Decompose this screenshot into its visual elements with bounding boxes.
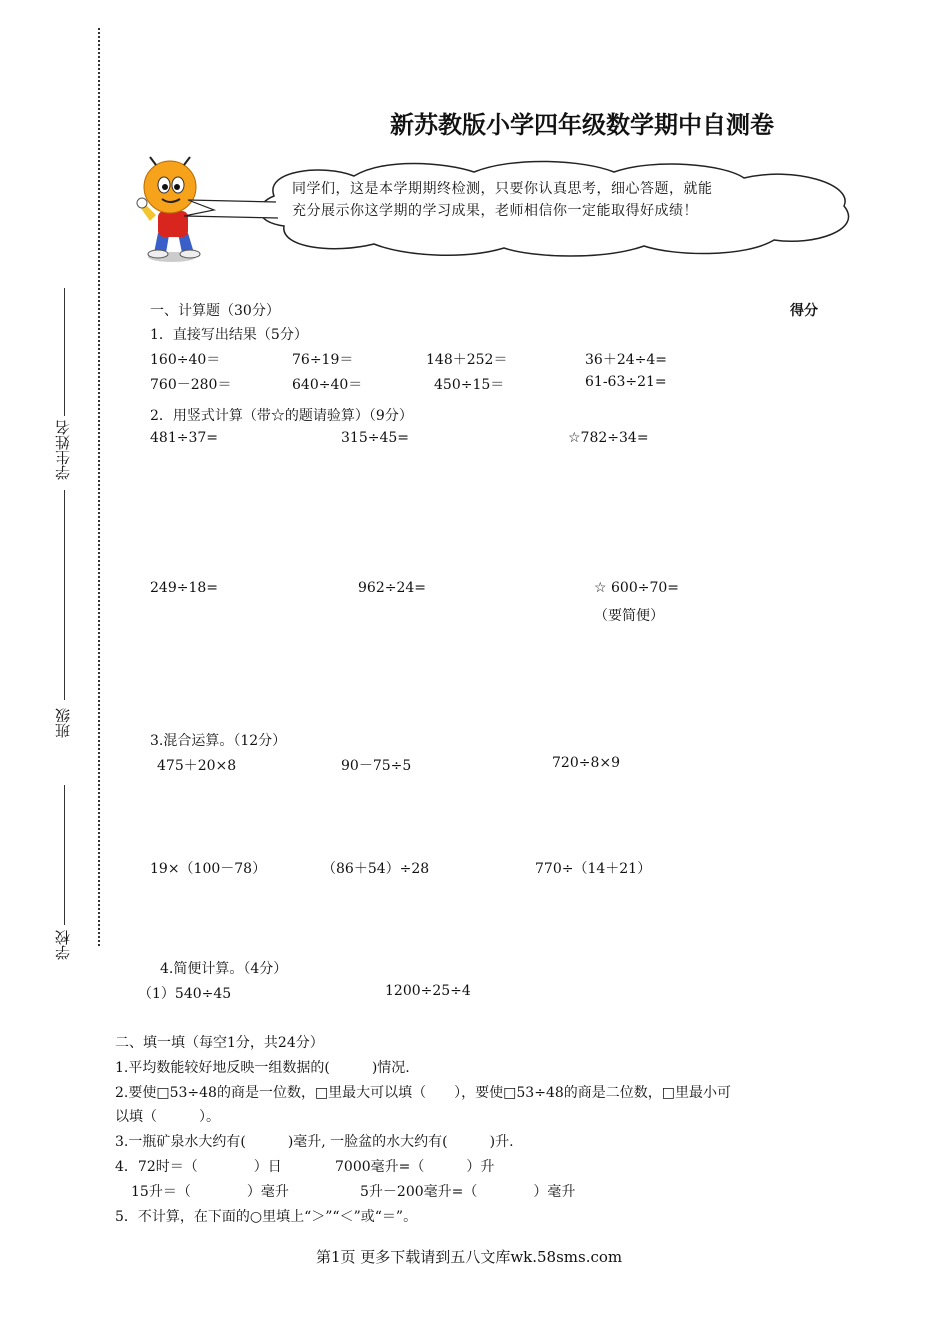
q1-item: 640÷40＝	[292, 377, 363, 393]
fill-item: 7000毫升=（ ）升	[335, 1159, 495, 1175]
q4-item: （1）540÷45	[138, 986, 232, 1002]
q3-item: 770÷（14＋21）	[535, 861, 652, 877]
fill-item: 5升－200毫升=（ ）毫升	[360, 1184, 576, 1200]
q2-note: （要简便）	[594, 608, 664, 624]
q1-item: 36＋24÷4=	[585, 352, 667, 368]
q2-item: 962÷24=	[358, 580, 426, 596]
q2-item: 315÷45=	[341, 430, 409, 446]
school-underline	[64, 785, 65, 925]
q1-item: 61-63÷21=	[585, 374, 667, 390]
fill-item: 以填（ ）。	[115, 1109, 220, 1125]
student-name-label: 学生姓名	[54, 420, 72, 480]
q2-item: ☆782÷34=	[568, 430, 649, 446]
binding-dotted-line	[98, 28, 100, 946]
q3-item: 720÷8×9	[552, 755, 620, 771]
q2-item: 249÷18=	[150, 580, 218, 596]
fill-item: 4．72时＝（ ）日	[115, 1159, 282, 1175]
q3-item: 19×（100－78）	[150, 861, 267, 877]
page-title: 新苏教版小学四年级数学期中自测卷	[390, 110, 774, 139]
q2-heading: 2．用竖式计算（带☆的题请验算）（9分）	[150, 408, 413, 424]
fill-item: 1.平均数能较好地反映一组数据的( )情况.	[115, 1060, 410, 1076]
intro-message: 同学们，这是本学期期终检测，只要你认真思考，细心答题，就能充分展示你这学期的学习成果，老师相信你一定能取得好成绩！	[292, 181, 713, 219]
q4-item: 1200÷25÷4	[385, 983, 471, 999]
q1-item: 148＋252＝	[426, 352, 508, 368]
page-footer: 第1页 更多下载请到五八文库wk.58sms.com	[316, 1248, 623, 1266]
section1-heading: 一、计算题（30分）	[150, 303, 280, 319]
q3-heading: 3.混合运算。（12分）	[150, 733, 287, 749]
q1-item: 450÷15＝	[434, 377, 505, 393]
school-label: 学校	[54, 930, 72, 960]
section2-heading: 二、填一填（每空1分，共24分）	[115, 1035, 324, 1051]
q2-item: ☆ 600÷70=	[594, 580, 679, 596]
q1-heading: 1．直接写出结果（5分）	[150, 327, 308, 343]
q2-item: 481÷37=	[150, 430, 218, 446]
class-label: 班级	[54, 708, 72, 738]
fill-item: 15升＝（ ）毫升	[131, 1184, 289, 1200]
q3-item: （86＋54）÷28	[322, 861, 430, 877]
class-underline	[64, 490, 65, 700]
q3-item: 475＋20×8	[157, 758, 237, 774]
fill-item: 2.要使□53÷48的商是一位数，□里最大可以填（ ），要使□53÷48的商是二位数，□里最小可	[115, 1085, 731, 1101]
fill-item: 5．不计算，在下面的○里填上“＞”“＜”或“＝”。	[115, 1209, 418, 1225]
q1-item: 76÷19＝	[292, 352, 354, 368]
q4-heading: 4.简便计算。（4分）	[160, 961, 288, 977]
score-label: 得分	[790, 303, 818, 319]
fill-item: 3.一瓶矿泉水大约有( )毫升, 一脸盆的水大约有( )升.	[115, 1134, 514, 1150]
q3-item: 90－75÷5	[341, 758, 412, 774]
q1-item: 160÷40＝	[150, 352, 221, 368]
name-underline	[64, 288, 65, 416]
q1-item: 760－280＝	[150, 377, 232, 393]
